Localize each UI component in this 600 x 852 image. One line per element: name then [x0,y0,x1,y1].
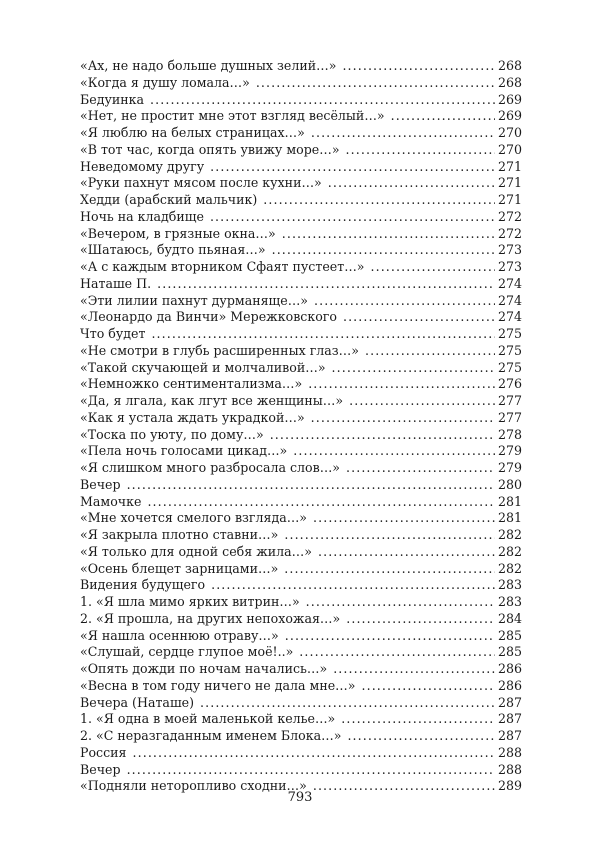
toc-entry-title: «В тот час, когда опять увижу море…» [80,141,340,157]
toc-entry-page: 273 [497,259,522,274]
toc-entry-page: 275 [497,342,522,358]
toc-entry-title: «Слушай, сердце глупое моё!..» [80,644,294,660]
toc-dot-leader [293,443,495,460]
toc-dot-leader [346,142,495,159]
toc-entry-title: 1. «Я одна в моей маленькой келье…» [80,711,336,727]
toc-entry-title: «Леонардо да Винчи» Мережковского [80,309,337,325]
toc-dot-leader [150,92,495,109]
toc-entry-page: 288 [497,761,522,777]
toc-entry-title: 1. «Я шла мимо ярких витрин…» [80,594,300,609]
toc-entry [80,175,522,192]
toc-dot-leader [147,494,495,511]
toc-dot-leader [306,594,495,611]
toc-entry-page: 285 [497,627,522,643]
toc-entry [80,695,522,712]
toc-entry-title: 2. «С неразгаданным именем Блока…» [80,728,342,743]
toc-dot-leader [270,427,495,444]
toc-dot-leader [272,242,495,259]
toc-dot-leader [346,611,495,628]
toc-dot-leader [346,460,495,477]
toc-entry [80,209,522,226]
toc-entry-page: 269 [497,91,522,107]
toc-entry-page: 279 [497,460,522,475]
toc-dot-leader [284,527,495,544]
toc-entry-title: «Когда я душу ломала…» [80,74,250,90]
toc-entry-title: «Я нашла осеннюю отраву…» [80,627,279,643]
toc-entry-page: 274 [497,309,522,325]
toc-entry [80,628,522,645]
toc-entry [80,142,522,159]
page-number: 793 [287,790,313,805]
toc-entry-page: 282 [497,560,522,576]
toc-dot-leader [256,75,495,92]
toc-entry-title: «Осень блещет зарницами…» [80,560,279,576]
toc-dot-leader [349,393,495,410]
toc-entry [80,92,522,109]
toc-entry-page: 268 [497,58,522,73]
toc-dot-leader [210,159,495,176]
toc-dot-leader [365,343,495,360]
toc-entry-title: Россия [80,744,127,760]
toc-dot-leader [157,276,495,293]
toc-entry-page: 286 [497,661,522,676]
toc-entry [80,611,522,628]
toc-dot-leader [371,259,495,276]
toc-entry [80,159,522,176]
toc-dot-leader [342,58,495,75]
toc-entry-title: Видения будущего [80,577,206,593]
toc-dot-leader [314,293,495,310]
toc-entry-title: «Не смотри в глубь расширенных глаз…» [80,342,359,358]
toc-dot-leader [282,226,495,243]
toc-dot-leader [127,477,495,494]
toc-entry-page: 273 [497,242,522,258]
toc-entry-title: «Я закрыла плотно ставни…» [80,527,279,542]
toc-dot-leader [343,309,495,326]
toc-entry-title: «Руки пахнут мясом после кухни…» [80,175,322,191]
toc-entry [80,242,522,259]
toc-dot-leader [332,360,495,377]
toc-entry-page: 288 [497,744,522,760]
toc-dot-leader [318,544,495,561]
toc-entry-page: 282 [497,543,522,559]
toc-entry-title: Неведомому другу [80,158,205,174]
toc-entry [80,644,522,661]
toc-entry [80,75,522,92]
toc-entry [80,494,522,511]
toc-entry [80,276,522,293]
toc-entry-page: 289 [497,778,522,794]
toc-entry-page: 271 [497,158,522,174]
toc-entry-title: «Тоска по уюту, по дому…» [80,426,264,442]
toc-entry [80,561,522,578]
toc-entry-page: 268 [497,74,522,90]
toc-dot-leader [284,561,495,578]
toc-entry-page: 285 [497,644,522,660]
toc-dot-leader [285,628,495,645]
toc-entry-page: 275 [497,326,522,341]
toc-entry [80,460,522,477]
toc-entry [80,58,522,75]
toc-dot-leader [151,326,495,343]
toc-entry-title: «Ах, не надо больше душных зелий…» [80,58,337,73]
toc-entry-title: Наташе П. [80,275,152,291]
toc-entry-page: 287 [497,728,522,743]
toc-entry-page: 286 [497,677,522,693]
toc-entry-title: Вечера (Наташе) [80,694,195,710]
toc-entry [80,594,522,611]
toc-entry-title: 2. «Я прошла, на других непохожая…» [80,610,341,626]
toc-entry [80,226,522,243]
toc-entry-page: 278 [497,426,522,442]
toc-entry-page: 287 [497,694,522,710]
toc-entry-title: «Такой скучающей и молчаливой…» [80,359,326,375]
toc-dot-leader [210,209,495,226]
toc-dot-leader [313,510,495,527]
toc-entry-title: Что будет [80,326,146,341]
toc-entry [80,376,522,393]
toc-dot-leader [133,745,495,762]
toc-dot-leader [328,175,495,192]
toc-entry [80,309,522,326]
toc-entry [80,443,522,460]
toc-entry-title: «Подняли неторопливо сходни…» [80,778,307,794]
toc-entry [80,728,522,745]
toc-dot-leader [211,577,495,594]
toc-entry [80,711,522,728]
toc-entry-page: 274 [497,275,522,291]
toc-dot-leader [263,192,495,209]
toc-dot-leader [311,410,495,427]
toc-entry-page: 287 [497,711,522,727]
toc-entry [80,326,522,343]
toc-entry-title: «Весна в том году ничего не дала мне…» [80,677,356,693]
toc-dot-leader [391,108,495,125]
toc-dot-leader [361,678,494,695]
toc-entry-page: 271 [497,175,522,191]
toc-entry [80,293,522,310]
toc-entry [80,745,522,762]
toc-entry-page: 283 [497,594,522,609]
toc-dot-leader [311,125,495,142]
toc-entry-page: 281 [497,510,522,526]
toc-entry [80,393,522,410]
toc-entry-title: Хедди (арабский мальчик) [80,192,258,207]
toc-entry-page: 281 [497,493,522,509]
toc-dot-leader [308,376,495,393]
toc-dot-leader [333,661,495,678]
toc-dot-leader [127,762,495,779]
toc-entry [80,510,522,527]
toc-entry-page: 280 [497,476,522,492]
toc-entry [80,259,522,276]
toc-entry-title: «Вечером, в грязные окна…» [80,225,276,241]
toc-entry [80,125,522,142]
toc-entry-title: «А с каждым вторником Сфаят пустеет…» [80,259,365,274]
toc-entry-page: 274 [497,292,522,308]
toc-entry-page: 283 [497,577,522,593]
toc-entry-page: 270 [497,125,522,140]
toc-entry-page: 275 [497,359,522,375]
toc-entry [80,527,522,544]
toc-entry-title: Бедуинка [80,91,145,107]
toc-entry-title: «Как я устала ждать украдкой…» [80,409,305,425]
toc-entry [80,192,522,209]
toc-entry-title: Вечер [80,476,121,492]
toc-entry-title: «Шатаюсь, будто пьяная…» [80,242,266,258]
toc-entry [80,762,522,779]
toc-entry [80,544,522,561]
toc-entry-page: 272 [497,208,522,224]
toc-entry-page: 276 [497,376,522,392]
toc-entry-title: «Опять дожди по ночам начались…» [80,661,328,676]
toc-entry [80,343,522,360]
toc-entry-title: Вечер [80,761,121,777]
toc-entry-title: «Мне хочется смелого взгляда…» [80,510,308,526]
toc-entry-page: 271 [497,192,522,207]
toc-entry-page: 277 [497,409,522,425]
toc-entry [80,577,522,594]
toc-dot-leader [347,728,495,745]
toc-entry-page: 272 [497,225,522,241]
toc-entry-title: «Эти лилии пахнут дурманяще…» [80,292,308,308]
toc-dot-leader [341,711,495,728]
toc-entry-title: «Немножко сентиментализма…» [80,376,303,392]
toc-entry-title: «Я только для одной себя жила…» [80,543,312,559]
toc-dot-leader [299,644,495,661]
toc-entry [80,108,522,125]
toc-entry-title: Ночь на кладбище [80,208,204,224]
toc-entry [80,360,522,377]
toc-entry-page: 270 [497,141,522,157]
toc-entry-page: 277 [497,393,522,408]
toc-entry-title: «Пела ночь голосами цикад…» [80,443,288,459]
toc-entry [80,678,522,695]
toc-entry [80,661,522,678]
toc-entry [80,427,522,444]
toc-entry-title: Мамочке [80,493,142,509]
table-of-contents [80,58,522,795]
toc-entry-page: 282 [497,527,522,542]
toc-entry-title: «Я слишком много разбросала слов…» [80,460,341,475]
toc-entry-page: 269 [497,108,522,124]
toc-entry-title: «Я люблю на белых страницах…» [80,125,305,140]
toc-dot-leader [200,695,495,712]
toc-entry-page: 284 [497,610,522,626]
toc-entry-title: «Да, я лгала, как лгут все женщины…» [80,393,344,408]
toc-entry-page: 279 [497,443,522,459]
toc-entry [80,477,522,494]
toc-entry [80,410,522,427]
toc-entry-title: «Нет, не простит мне этот взгляд весёлый…» [80,108,385,124]
